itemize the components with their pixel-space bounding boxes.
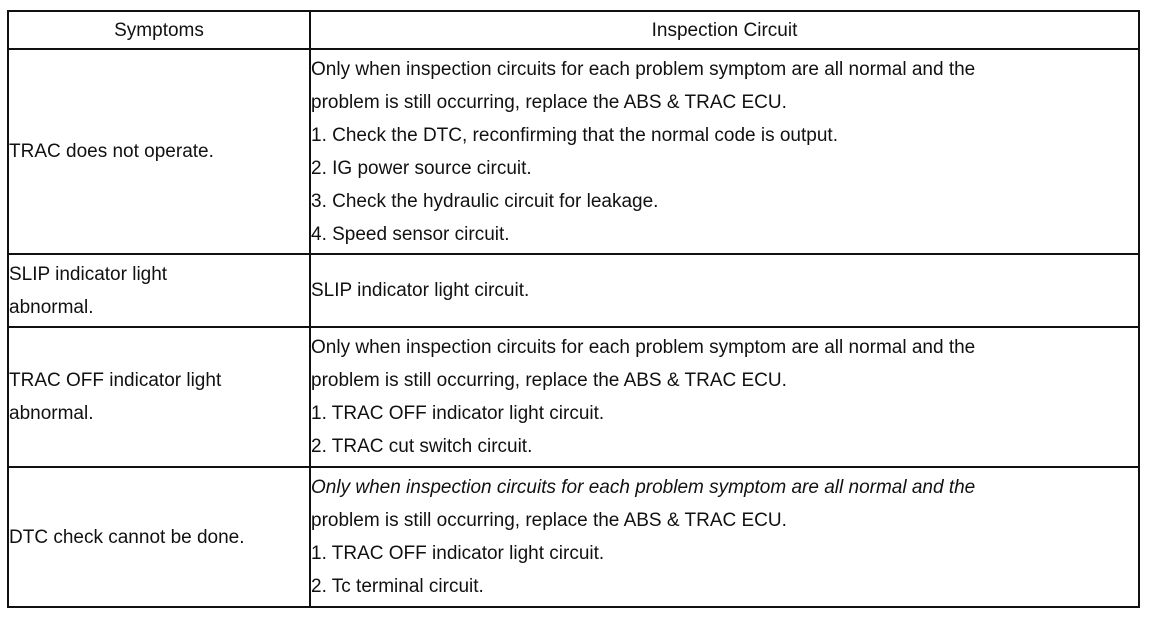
inspection-circuit-cell	[310, 327, 1139, 467]
circuit-line: 3. Check the hydraulic circuit for leakage.	[311, 190, 659, 212]
table-row	[8, 327, 1139, 467]
symptom-inspection-table	[7, 10, 1140, 608]
circuit-line: 1. Check the DTC, reconfirming that the normal code is output.	[311, 124, 838, 146]
symptom-cell	[8, 254, 310, 327]
circuit-line: 4. Speed sensor circuit.	[311, 223, 510, 245]
symptom-text: DTC check cannot be done.	[9, 526, 245, 548]
table-row	[8, 467, 1139, 607]
circuit-line: Only when inspection circuits for each problem symptom are all normal and the	[311, 337, 976, 358]
circuit-line: SLIP indicator light circuit.	[311, 280, 530, 301]
symptom-text: abnormal.	[9, 403, 94, 424]
circuit-line: Only when inspection circuits for each problem symptom are all normal and the	[311, 58, 976, 80]
circuit-line: problem is still occurring, replace the ABS & TRAC ECU.	[311, 91, 787, 113]
symptom-text: abnormal.	[9, 296, 94, 318]
symptom-text: TRAC does not operate.	[9, 141, 214, 162]
circuit-line: problem is still occurring, replace the ABS & TRAC ECU.	[311, 510, 787, 531]
circuit-line: Only when inspection circuits for each problem symptom are all normal and the	[311, 477, 976, 498]
symptom-cell	[8, 467, 310, 607]
header-symptoms: Symptoms	[8, 11, 310, 49]
circuit-line: 2. TRAC cut switch circuit.	[311, 436, 533, 457]
circuit-line: 1. TRAC OFF indicator light circuit.	[311, 403, 605, 424]
inspection-circuit-cell	[310, 467, 1139, 607]
circuit-line: problem is still occurring, replace the ABS & TRAC ECU.	[311, 370, 787, 391]
symptom-cell	[8, 49, 310, 254]
symptom-text: TRAC OFF indicator light	[9, 370, 222, 391]
circuit-line: 2. Tc terminal circuit.	[311, 576, 484, 597]
table-row	[8, 254, 1139, 327]
symptom-cell	[8, 327, 310, 467]
circuit-line: 2. IG power source circuit.	[311, 157, 532, 179]
header-inspection-circuit: Inspection Circuit	[310, 11, 1139, 49]
inspection-circuit-cell	[310, 254, 1139, 327]
symptom-text: SLIP indicator light	[9, 263, 168, 285]
table-row	[8, 49, 1139, 254]
circuit-line: 1. TRAC OFF indicator light circuit.	[311, 543, 605, 564]
inspection-circuit-cell	[310, 49, 1139, 254]
table-header-row	[8, 11, 1139, 49]
